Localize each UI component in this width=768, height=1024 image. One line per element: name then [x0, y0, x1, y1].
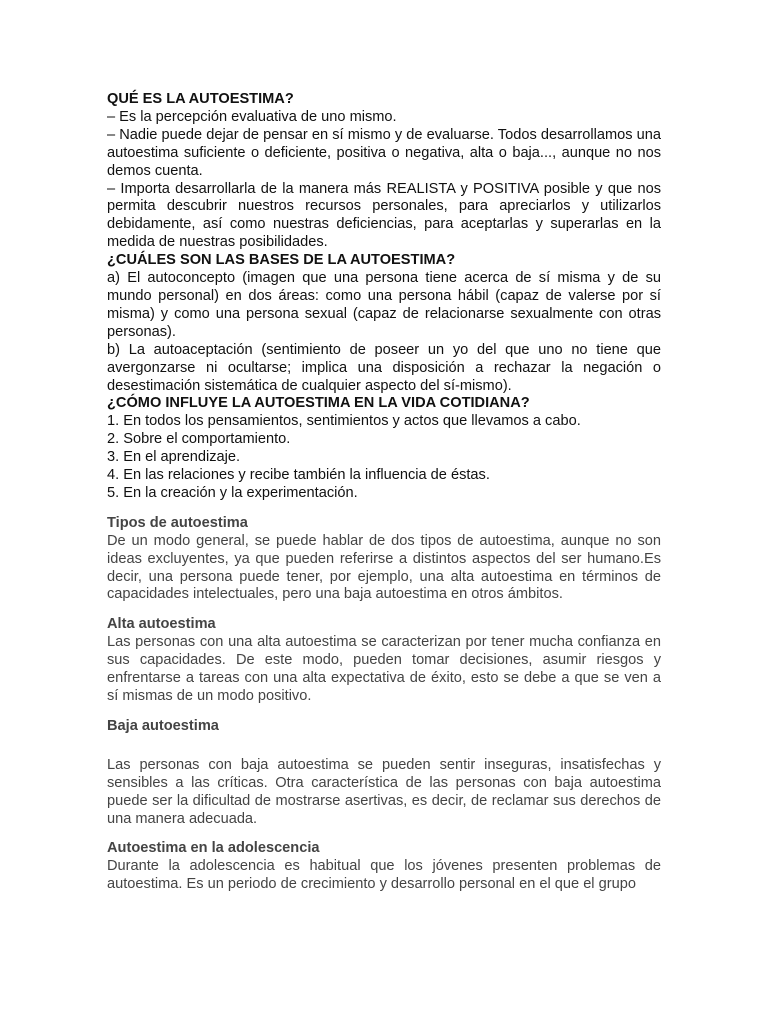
list-item: 5. En la creación y la experimentación.	[107, 484, 358, 501]
paragraph-alta: Las personas con una alta autoestima se caracterizan por tener mucha confianza en sus capacidades. De este modo, pueden tomar decisiones, asumir riesgos y enfrentarse a tareas con una alta expectativa de éxito, esto se debe a que se ven a sí mismas de un modo positivo.	[107, 634, 661, 704]
subheading-tipos: Tipos de autoestima	[107, 514, 248, 531]
list-item: 1. En todos los pensamientos, sentimientos y actos que llevamos a cabo.	[107, 413, 581, 430]
document-page	[107, 91, 661, 894]
influence-list	[107, 413, 661, 503]
subheading-alta: Alta autoestima	[107, 616, 216, 633]
heading-influye: ¿CÓMO INFLUYE LA AUTOESTIMA EN LA VIDA COTIDIANA?	[107, 395, 530, 412]
heading-bases: ¿CUÁLES SON LAS BASES DE LA AUTOESTIMA?	[107, 252, 456, 269]
paragraph-importa: – Importa desarrollarla de la manera más REALISTA y POSITIVA posible y que nos permita descubrir nuestros recursos personales, para apreciarlos y utilizarlos debidamente, así como nuestras deficiencias, para aceptarlas y superarlas en la medida de nuestras posibilidades.	[107, 180, 661, 251]
paragraph-autoconcepto: a) El autoconcepto (imagen que una persona tiene acerca de sí misma y de su mundo personal) en dos áreas: como una persona hábil (capaz de valerse por sí misma) y como una persona sexual (capaz de relacionarse sexualmente con otras personas).	[107, 270, 661, 340]
paragraph-autoaceptacion: b) La autoaceptación (sentimiento de poseer un yo del que uno no tiene que avergonzarse ni ocultarse; implica una disposición a rechazar la negación o desestimación sistemática de cualquier aspecto del sí-mismo).	[107, 341, 661, 394]
paragraph-percepcion: – Es la percepción evaluativa de uno mismo.	[107, 108, 397, 125]
list-item: 4. En las relaciones y recibe también la influencia de éstas.	[107, 467, 490, 484]
heading-que-es: QUÉ ES LA AUTOESTIMA?	[107, 91, 294, 107]
subheading-adolescencia: Autoestima en la adolescencia	[107, 840, 320, 857]
subheading-baja: Baja autoestima	[107, 717, 219, 734]
paragraph-adolescencia: Durante la adolescencia es habitual que los jóvenes presenten problemas de autoestima. Es un periodo de crecimiento y desarrollo personal en el que el grupo	[107, 858, 661, 893]
paragraph-baja: Las personas con baja autoestima se pueden sentir inseguras, insatisfechas y sensibles a las críticas. Otra característica de las personas con baja autoestima puede ser la dificultad de mostrarse asertivas, es decir, de reclamar sus derechos de una manera adecuada.	[107, 756, 661, 827]
list-item: 3. En el aprendizaje.	[107, 449, 241, 466]
paragraph-nadie-puede: – Nadie puede dejar de pensar en sí mismo y de evaluarse. Todos desarrollamos una autoestima suficiente o deficiente, positiva o negativa, alta o baja..., aunque no nos demos cuenta.	[107, 126, 661, 179]
paragraph-tipos: De un modo general, se puede hablar de dos tipos de autoestima, aunque no son ideas excluyentes, ya que pueden referirse a distintos aspectos del ser humano.Es decir, una persona puede tener, por ejemplo, una alta autoestima en términos de capacidades intelectuales, pero una baja autoestima en otros ámbitos.	[107, 532, 661, 603]
list-item: 2. Sobre el comportamiento.	[107, 431, 291, 448]
